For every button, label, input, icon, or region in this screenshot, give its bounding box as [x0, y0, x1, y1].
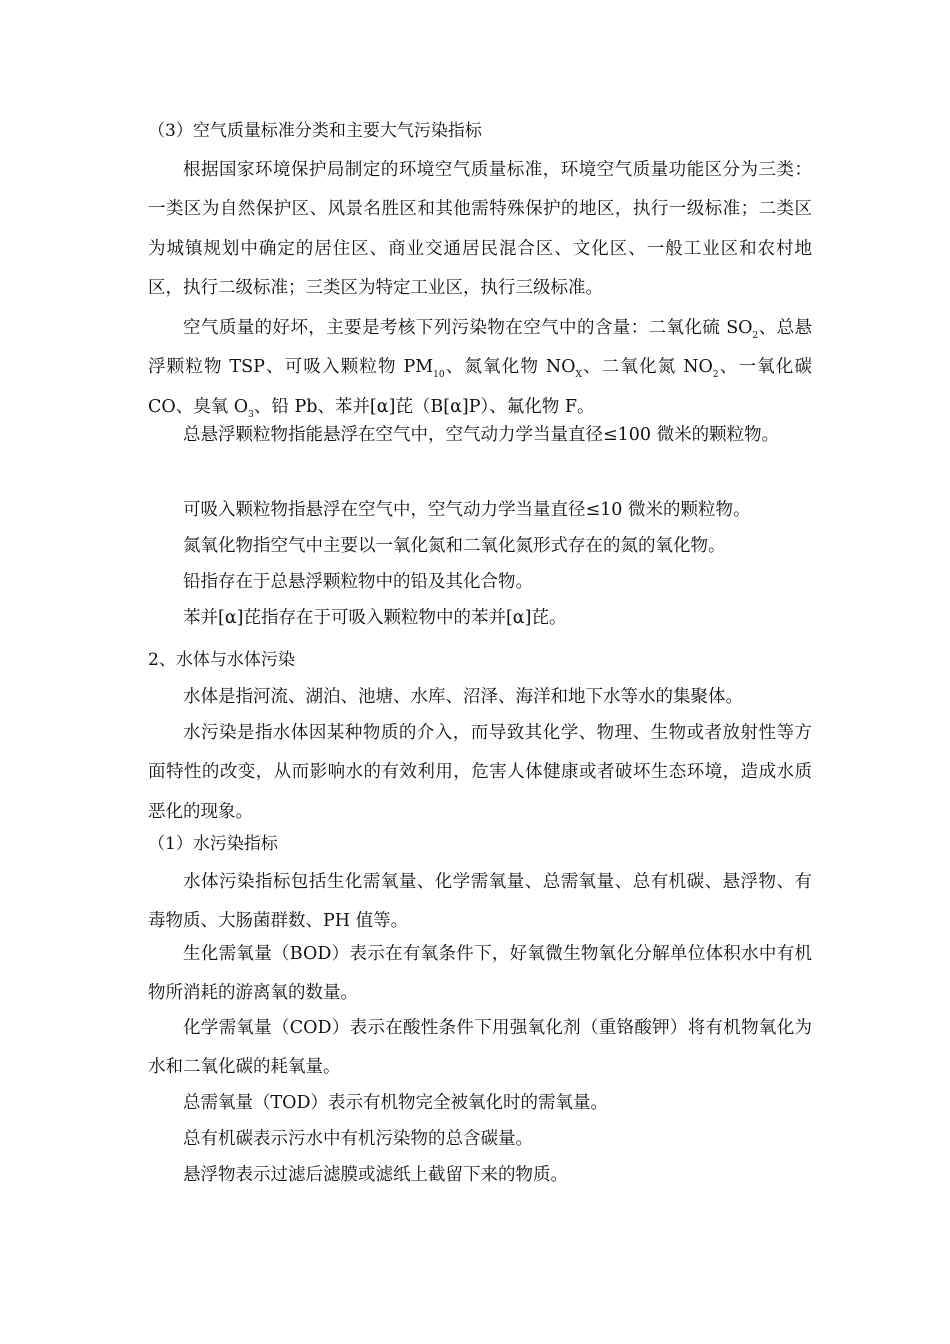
- pm10-paragraph: 可吸入颗粒物指悬浮在空气中，空气动力学当量直径≤10 微米的颗粒物。: [183, 500, 751, 520]
- indices-paragraph: 水体污染指标包括生化需氧量、化学需氧量、总需氧量、总有机碳、悬浮物、有毒物质、大肠菌群数、PH 值等。: [148, 872, 812, 932]
- water-index-heading: （1）水污染指标: [148, 834, 278, 854]
- cod-paragraph: 化学需氧量（COD）表示在酸性条件下用强氧化剂（重铬酸钾）将有机物氧化为水和二氧化碳的耗氧量。: [148, 1018, 812, 1078]
- nox-paragraph: 氮氧化物指空气中主要以一氧化氮和二氧化氮形式存在的氮的氧化物。: [183, 536, 726, 556]
- tod-paragraph: 总需氧量（TOD）表示有机物完全被氧化时的需氧量。: [183, 1093, 609, 1113]
- bod-paragraph: 生化需氧量（BOD）表示在有氧条件下，好氧微生物氧化分解单位体积水中有机物所消耗的游离氧的数量。: [148, 944, 812, 1004]
- bap-paragraph: 苯并[α]芘指存在于可吸入颗粒物中的苯并[α]芘。: [183, 608, 567, 628]
- tsp-paragraph: 总悬浮颗粒物指能悬浮在空气中，空气动力学当量直径≤100 微米的颗粒物。: [183, 425, 780, 445]
- zones-paragraph: 根据国家环境保护局制定的环境空气质量标准，环境空气质量功能区分为三类：一类区为自然保护区、风景名胜区和其他需特殊保护的地区，执行一级标准；二类区为城镇规划中确定的居住区、商业交通居民混合区、文化区、一般工业区和农村地区，执行二级标准；三类区为特定工业区，执行三级标准。: [148, 160, 812, 299]
- water-pollution-paragraph: 水污染是指水体因某种物质的介入，而导致其化学、物理、生物或者放射性等方面特性的改变，从而影响水的有效利用，危害人体健康或者破坏生态环境，造成水质恶化的现象。: [148, 723, 812, 822]
- water-heading: 2、水体与水体污染: [148, 650, 295, 670]
- water-body-paragraph: 水体是指河流、湖泊、池塘、水库、沼泽、海洋和地下水等水的集聚体。: [183, 687, 743, 707]
- air-quality-heading: （3）空气质量标准分类和主要大气污染指标: [148, 121, 482, 141]
- toc-paragraph: 总有机碳表示污水中有机污染物的总含碳量。: [183, 1129, 533, 1149]
- ss-paragraph: 悬浮物表示过滤后滤膜或滤纸上截留下来的物质。: [183, 1165, 568, 1185]
- pollutants-paragraph: 空气质量的好坏，主要是考核下列污染物在空气中的含量：二氧化硫 $SO_2$、总悬浮颗粒物 TSP、可吸入颗粒物 $PM_{10}$、氮氧化物 $NO_X$、二氧化氮 $NO_2$、一氧化碳 CO、臭氧 $O_3$、铅 Pb、苯并[α]芘（B[α]P）、氟化物 F。: [148, 318, 813, 420]
- lead-paragraph: 铅指存在于总悬浮颗粒物中的铅及其化合物。: [183, 572, 533, 592]
